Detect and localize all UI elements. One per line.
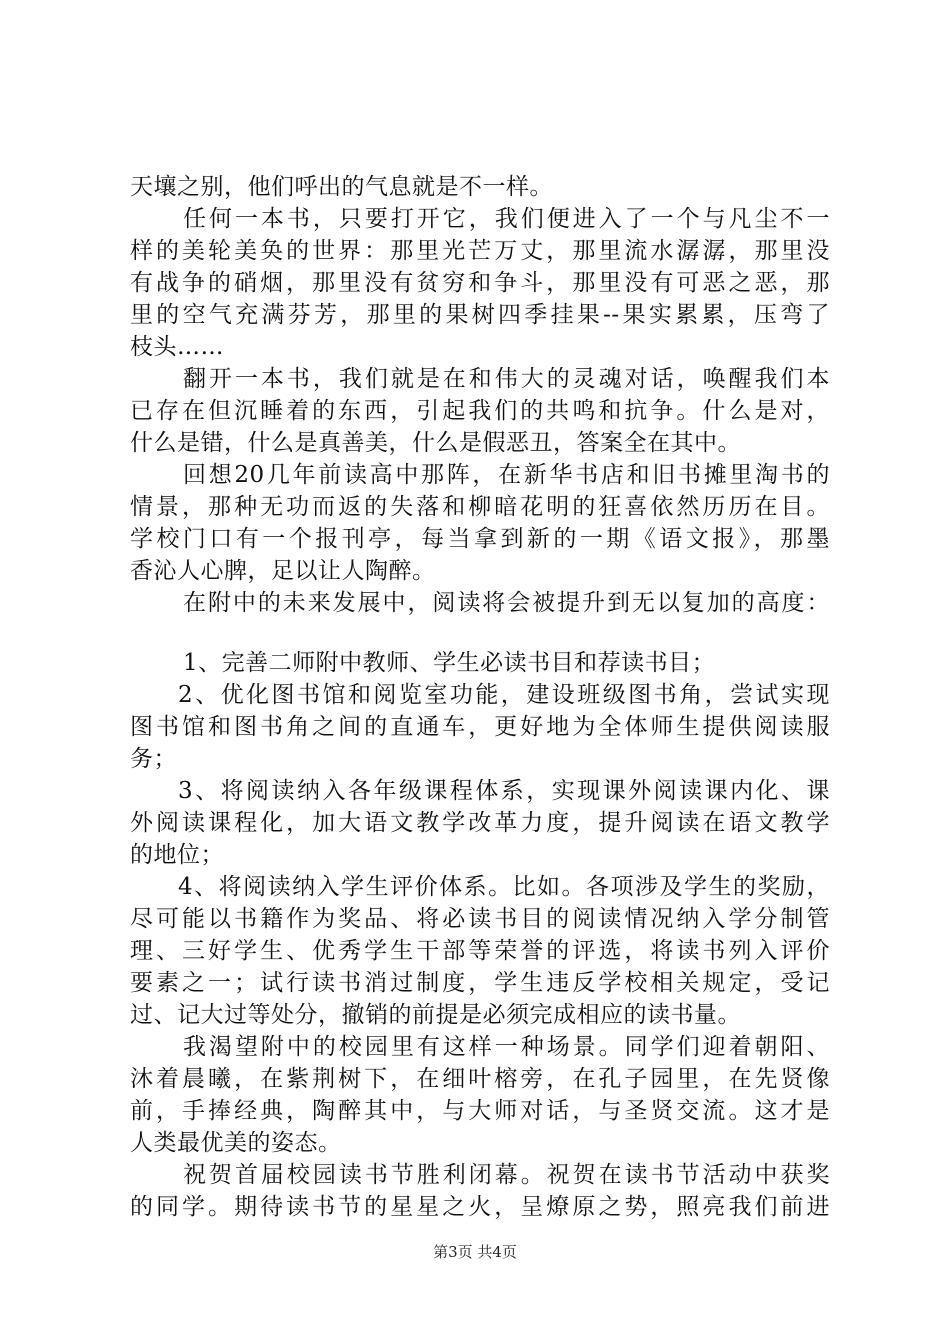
- text-line: 尽可能以书籍作为奖品、将必读书目的阅读情况纳入学分制管: [130, 906, 830, 932]
- text-line: 务；: [130, 746, 177, 772]
- text-line: 的同学。期待读书节的星星之火，呈燎原之势，照亮我们前进: [130, 1194, 830, 1220]
- text-line: 我渴望附中的校园里有这样一种场景。同学们迎着朝阳、: [183, 1034, 830, 1060]
- text-line: 3、将阅读纳入各年级课程体系，实现课外阅读课内化、课: [178, 778, 830, 804]
- text-line: 里的空气充满芬芳，那里的果树四季挂果--果实累累，压弯了: [130, 302, 830, 328]
- text-line: 4、将阅读纳入学生评价体系。比如。各项涉及学生的奖励，: [178, 874, 830, 900]
- text-line: 沐着晨曦，在紫荆树下，在细叶榕旁，在孔子园里，在先贤像: [130, 1066, 830, 1092]
- text-line: 过、记大过等处分，撤销的前提是必须完成相应的读书量。: [130, 1002, 741, 1028]
- text-line: 外阅读课程化，加大语文教学改革力度，提升阅读在语文教学: [130, 810, 830, 836]
- text-line: 翻开一本书，我们就是在和伟大的灵魂对话，唤醒我们本: [183, 366, 830, 392]
- text-line: 香沁人心脾，足以让人陶醉。: [130, 558, 436, 584]
- text-line: 有战争的硝烟，那里没有贫穷和争斗，那里没有可恶之恶，那: [130, 270, 830, 296]
- body-text: [130, 171, 830, 1223]
- text-line: 理、三好学生、优秀学生干部等荣誉的评选，将读书列入评价: [130, 938, 830, 964]
- text-line: 已存在但沉睡着的东西，引起我们的共鸣和抗争。什么是对，: [130, 398, 830, 424]
- text-line: 样的美轮美奂的世界：那里光芒万丈，那里流水潺潺，那里没: [130, 238, 830, 264]
- text-line: 图书馆和图书角之间的直通车，更好地为全体师生提供阅读服: [130, 714, 830, 740]
- text-line: 学校门口有一个报刊亭，每当拿到新的一期《语文报》，那墨: [130, 526, 830, 552]
- text-line: 前，手捧经典，陶醉其中，与大师对话，与圣贤交流。这才是: [130, 1098, 830, 1124]
- text-line: 情景，那种无功而返的失落和柳暗花明的狂喜依然历历在目。: [130, 494, 830, 520]
- text-line: 天壤之别，他们呼出的气息就是不一样。: [130, 174, 553, 200]
- text-line: 枝头……: [130, 334, 224, 360]
- text-line: 任何一本书，只要打开它，我们便进入了一个与凡尘不一: [183, 206, 830, 232]
- text-line: 的地位；: [130, 842, 224, 868]
- text-line: 祝贺首届校园读书节胜利闭幕。祝贺在读书节活动中获奖: [183, 1162, 830, 1188]
- blank-line: [130, 619, 830, 647]
- page-footer: 第3页 共4页: [433, 1243, 517, 1261]
- text-line: 在附中的未来发展中，阅读将会被提升到无以复加的高度：: [183, 590, 830, 616]
- text-line: 要素之一；试行读书消过制度，学生违反学校相关规定，受记: [130, 970, 830, 996]
- text-line: 什么是错，什么是真善美，什么是假恶丑，答案全在其中。: [130, 430, 741, 456]
- text-line: 人类最优美的姿态。: [130, 1130, 342, 1156]
- text-line: 1、完善二师附中教师、学生必读书目和荐读书目；: [183, 650, 716, 676]
- text-line: 2、优化图书馆和阅览室功能，建设班级图书角，尝试实现: [178, 682, 830, 708]
- text-line: 回想20几年前读高中那阵，在新华书店和旧书摊里淘书的: [183, 462, 830, 488]
